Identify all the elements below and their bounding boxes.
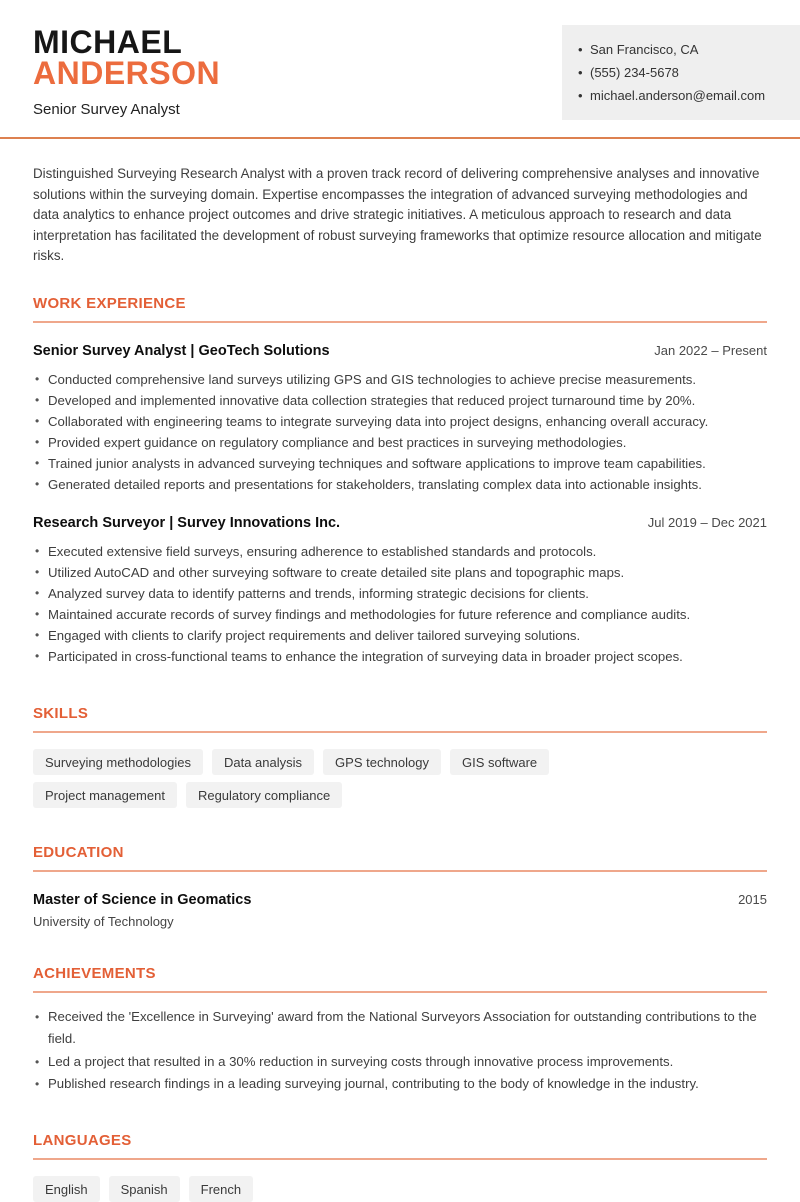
section-divider	[33, 321, 767, 323]
section-languages	[33, 1132, 767, 1202]
section-divider	[33, 1158, 767, 1160]
job-dates: Jul 2019 – Dec 2021	[647, 514, 767, 530]
work-experience-heading: WORK EXPERIENCE	[33, 294, 186, 312]
header-divider	[0, 137, 800, 139]
bullet-item: • Participated in cross-functional teams to enhance the integration of surveying data in broader project scopes.	[33, 646, 767, 667]
section-achievements	[33, 965, 767, 1096]
job-header	[33, 343, 767, 359]
job-entry-1	[33, 343, 767, 495]
achievements-bullets	[33, 1006, 767, 1096]
skill-tag: Regulatory compliance	[186, 782, 342, 808]
contact-email: • michael.anderson@email.com	[578, 84, 792, 107]
section-work-experience	[33, 295, 767, 667]
job-title-company: Senior Survey Analyst | GeoTech Solutions	[33, 342, 330, 359]
language-tag: Spanish	[109, 1176, 180, 1202]
contact-box	[562, 25, 800, 120]
candidate-job-title: Senior Survey Analyst	[33, 101, 180, 118]
bullet-item: • Generated detailed reports and presentations for stakeholders, translating complex data into actionable insights.	[33, 474, 767, 495]
resume-header	[0, 0, 800, 137]
bullet-item: • Maintained accurate records of survey findings and methodologies for future reference and compliance audits.	[33, 604, 767, 625]
first-name: MICHAEL	[33, 24, 183, 60]
section-divider	[33, 731, 767, 733]
job-header	[33, 515, 767, 531]
contact-phone: • (555) 234-5678	[578, 61, 792, 84]
job-entry-2	[33, 515, 767, 667]
bullet-item: • Utilized AutoCAD and other surveying software to create detailed site plans and topographic maps.	[33, 562, 767, 583]
summary-paragraph: Distinguished Surveying Research Analyst with a proven track record of delivering comprehensive analyses and innovative solutions within the surveying domain. Expertise encompasses the integration of advanced surveying methodologies and data analytics to enhance project outcomes and drive strategic initiatives. A meticulous approach to research and data interpretation has facilitated the development of robust surveying frameworks that optimize resource allocation and mitigate risks.	[33, 166, 762, 263]
resume-body	[0, 164, 800, 1202]
contact-location: • San Francisco, CA	[578, 38, 792, 61]
bullet-item: • Led a project that resulted in a 30% reduction in surveying costs through innovative process improvements.	[33, 1051, 767, 1074]
job-bullets	[33, 369, 767, 495]
bullet-item: • Provided expert guidance on regulatory compliance and best practices in surveying methodologies.	[33, 432, 767, 453]
last-name: ANDERSON	[33, 55, 221, 91]
section-education	[33, 844, 767, 929]
school-name: University of Technology	[33, 913, 174, 929]
bullet-item: • Collaborated with engineering teams to integrate surveying data into project designs, enhancing overall accuracy.	[33, 411, 767, 432]
bullet-item: • Conducted comprehensive land surveys utilizing GPS and GIS technologies to achieve precise measurements.	[33, 369, 767, 390]
bullet-item: • Executed extensive field surveys, ensuring adherence to established standards and protocols.	[33, 541, 767, 562]
section-divider	[33, 870, 767, 872]
job-dates: Jan 2022 – Present	[654, 342, 767, 358]
skill-tag: Surveying methodologies	[33, 749, 203, 775]
bullet-item: • Analyzed survey data to identify patterns and trends, informing strategic decisions for clients.	[33, 583, 767, 604]
language-tag: English	[33, 1176, 100, 1202]
graduation-year: 2015	[738, 891, 767, 907]
skill-tag: Data analysis	[212, 749, 314, 775]
skill-tag: Project management	[33, 782, 177, 808]
section-skills	[33, 705, 767, 808]
languages-heading: LANGUAGES	[33, 1131, 132, 1149]
skills-heading: SKILLS	[33, 704, 89, 722]
skill-tag: GPS technology	[323, 749, 441, 775]
education-entry	[33, 892, 767, 908]
bullet-item: • Published research findings in a leading surveying journal, contributing to the body of knowledge in the industry.	[33, 1073, 767, 1096]
job-bullets	[33, 541, 767, 667]
skills-tag-list	[33, 749, 673, 808]
degree-name: Master of Science in Geomatics	[33, 891, 252, 908]
bullet-item: • Engaged with clients to clarify project requirements and deliver tailored surveying solutions.	[33, 625, 767, 646]
languages-tag-list	[33, 1176, 673, 1202]
skill-tag: GIS software	[450, 749, 549, 775]
language-tag: French	[189, 1176, 253, 1202]
bullet-item: • Trained junior analysts in advanced surveying techniques and software applications to improve team capabilities.	[33, 453, 767, 474]
bullet-item: • Received the 'Excellence in Surveying' award from the National Surveyors Association for outstanding contributions to the field.	[33, 1006, 767, 1051]
job-title-company: Research Surveyor | Survey Innovations Inc.	[33, 514, 341, 531]
bullet-item: • Developed and implemented innovative data collection strategies that reduced project turnaround time by 20%.	[33, 390, 767, 411]
section-divider	[33, 991, 767, 993]
achievements-heading: ACHIEVEMENTS	[33, 964, 156, 982]
education-heading: EDUCATION	[33, 843, 124, 861]
